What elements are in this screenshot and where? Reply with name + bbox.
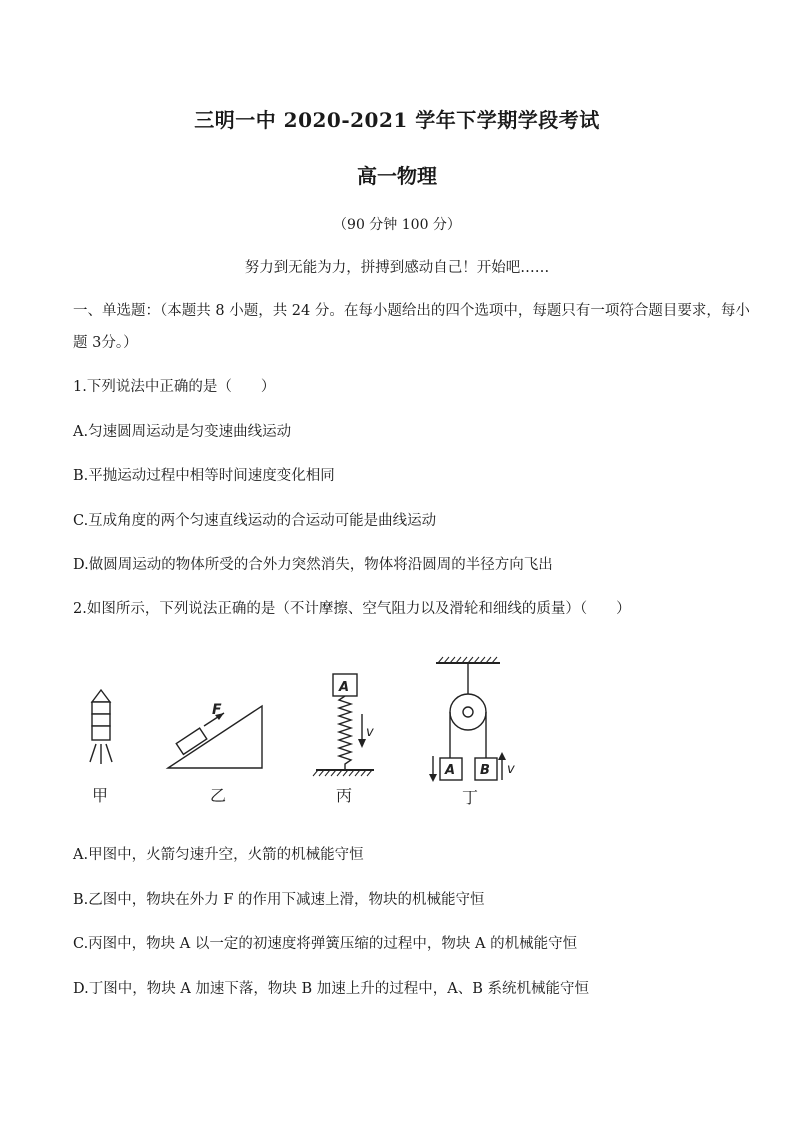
incline-figure (168, 702, 262, 805)
question-1-stem: 1.下列说法中正确的是（ ） (73, 379, 276, 395)
spring-block-a-label: A (339, 680, 350, 695)
question-1-option-b: B.平抛运动过程中相等时间速度变化相同 (73, 468, 335, 484)
force-label-f: F (212, 702, 222, 718)
question-2-figures (70, 654, 530, 814)
motto: 努力到无能为力，拼搏到感动自己！开始吧…… (244, 260, 550, 276)
section-heading-line2: 题 3分。） (73, 335, 138, 351)
section-heading-line1: 一、单选题：（本题共 8 小题，共 24 分。在每小题给出的四个选项中，每题只有一项符合题目要求，每小 (73, 303, 750, 319)
subject-title: 高一物理 (357, 164, 437, 188)
question-2-stem: 2.如图所示，下列说法正确的是（不计摩擦、空气阻力以及滑轮和细线的质量）（ ） (73, 601, 631, 617)
pulley-block-a-label: A (445, 763, 456, 778)
question-2-option-a: A.甲图中，火箭匀速升空，火箭的机械能守恒 (73, 847, 364, 863)
question-1-option-d: D.做圆周运动的物体所受的合外力突然消失，物体将沿圆周的半径方向飞出 (73, 557, 553, 573)
question-2-option-b: B.乙图中，物块在外力 F 的作用下减速上滑，物块的机械能守恒 (73, 892, 485, 908)
exam-title: 三明一中 2020-2021 学年下学期学段考试 (194, 108, 600, 132)
figure-label-ding: 丁 (462, 788, 479, 807)
pulley-figure (429, 657, 515, 807)
figure-label-jia: 甲 (92, 786, 109, 805)
exam-duration-score: （90 分钟 100 分） (333, 217, 461, 233)
spring-figure (313, 674, 374, 805)
rocket-figure (90, 690, 112, 805)
pulley-velocity-label: v (507, 762, 515, 777)
question-1-option-a: A.匀速圆周运动是匀变速曲线运动 (73, 424, 292, 440)
spring-velocity-label: v (366, 725, 374, 740)
figure-label-bing: 丙 (336, 786, 353, 805)
question-2-option-c: C.丙图中，物块 A 以一定的初速度将弹簧压缩的过程中，物块 A 的机械能守恒 (73, 936, 578, 952)
figure-label-yi: 乙 (210, 786, 227, 805)
pulley-block-b-label: B (480, 763, 490, 778)
question-2-option-d: D.丁图中，物块 A 加速下落，物块 B 加速上升的过程中，A、B 系统机械能守恒 (73, 981, 590, 997)
question-1-option-c: C.互成角度的两个匀速直线运动的合运动可能是曲线运动 (73, 513, 437, 529)
